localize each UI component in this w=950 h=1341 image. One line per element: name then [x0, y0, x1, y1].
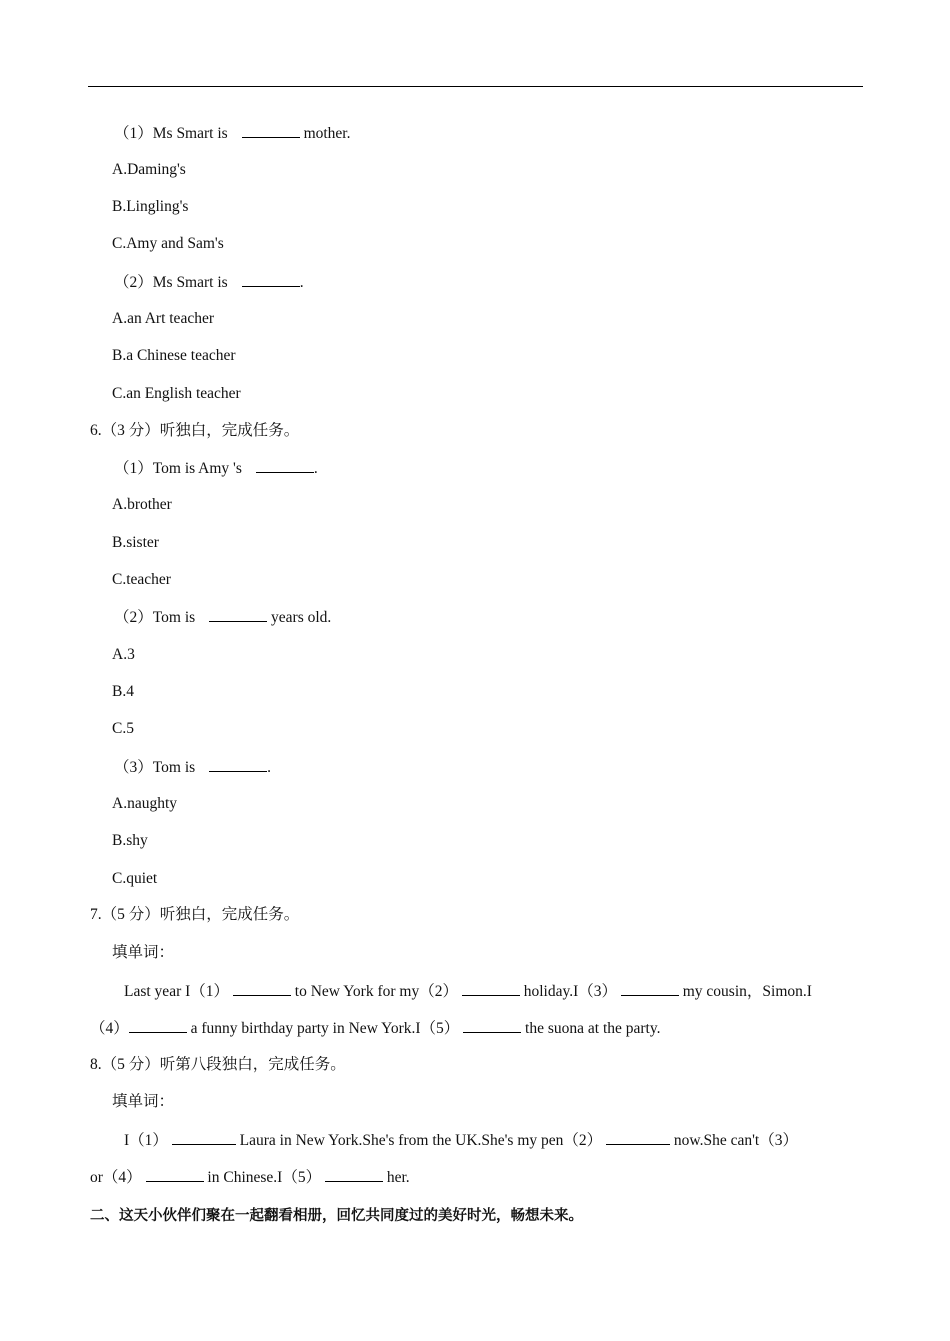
- q7-text: Last year I（1）: [124, 983, 230, 1000]
- q5-s1-option-c[interactable]: C.Amy and Sam's: [112, 235, 224, 252]
- q8-text: her.: [386, 1169, 410, 1186]
- q5-s2-option-c[interactable]: C.an English teacher: [112, 385, 241, 402]
- q5-s2-option-b[interactable]: B.a Chinese teacher: [112, 347, 236, 364]
- q8-task-label: 填单词：: [112, 1093, 175, 1110]
- q6-s3-prefix: （3）Tom is: [114, 759, 196, 776]
- q7-text: the suona at the party.: [525, 1020, 661, 1037]
- answer-blank[interactable]: [463, 1018, 521, 1033]
- answer-blank[interactable]: [172, 1130, 236, 1145]
- q7-text: holiday.I（3）: [523, 983, 617, 1000]
- q6-s3-option-b[interactable]: B.shy: [112, 832, 148, 849]
- q8-text: I（1）: [124, 1132, 168, 1149]
- q8-text: now.She can't（3）: [673, 1132, 798, 1149]
- section-2-heading: 二、这天小伙伴们聚在一起翻看相册，回忆共同度过的美好时光，畅想未来。: [90, 1208, 583, 1224]
- q6-s1-suffix: .: [313, 460, 318, 477]
- q6-s1-option-a[interactable]: A.brother: [112, 496, 172, 513]
- answer-blank[interactable]: [242, 123, 300, 138]
- q7-heading: 7.（5 分）听独白，完成任务。: [90, 906, 300, 923]
- header-rule: [88, 86, 863, 87]
- q6-s2-prefix: （2）Tom is: [114, 609, 196, 626]
- q6-s2-option-a[interactable]: A.3: [112, 646, 135, 663]
- q5-subquestion-1: [114, 123, 351, 144]
- q7-text: to New York for my（2）: [294, 983, 458, 1000]
- answer-blank[interactable]: [606, 1130, 670, 1145]
- q8-text: in Chinese.I（5）: [207, 1169, 322, 1186]
- q7-passage-line-1: [124, 981, 812, 1002]
- answer-blank[interactable]: [209, 607, 267, 622]
- q6-s3-option-a[interactable]: A.naughty: [112, 795, 178, 812]
- answer-blank[interactable]: [325, 1167, 383, 1182]
- q6-s2-option-c[interactable]: C.5: [112, 720, 134, 737]
- answer-blank[interactable]: [242, 272, 300, 287]
- q7-passage-line-2: [90, 1018, 660, 1039]
- q6-heading: 6.（3 分）听独白，完成任务。: [90, 422, 300, 439]
- q8-passage-line-1: [124, 1130, 798, 1151]
- q7-task-label: 填单词：: [112, 944, 175, 961]
- q5-s2-prefix: （2）Ms Smart is: [114, 274, 228, 291]
- answer-blank[interactable]: [462, 981, 520, 996]
- answer-blank[interactable]: [209, 757, 267, 772]
- q5-s1-option-b[interactable]: B.Lingling's: [112, 198, 189, 215]
- q5-subquestion-2: [114, 272, 304, 293]
- q8-text: Laura in New York.She's from the UK.She's my pen（2）: [239, 1132, 603, 1149]
- answer-blank[interactable]: [129, 1018, 187, 1033]
- q6-s2-option-b[interactable]: B.4: [112, 683, 134, 700]
- q5-s1-prefix: （1）Ms Smart is: [114, 125, 228, 142]
- q6-subquestion-2: [114, 607, 331, 628]
- q5-s1-suffix: mother.: [303, 125, 351, 142]
- q5-s2-suffix: .: [299, 274, 304, 291]
- answer-blank[interactable]: [233, 981, 291, 996]
- q6-subquestion-3: [114, 757, 271, 778]
- answer-blank[interactable]: [146, 1167, 204, 1182]
- q6-s3-suffix: .: [267, 759, 272, 776]
- q6-s3-option-c[interactable]: C.quiet: [112, 870, 158, 887]
- q7-text: （4）: [90, 1020, 129, 1037]
- q6-s1-option-c[interactable]: C.teacher: [112, 571, 171, 588]
- answer-blank[interactable]: [256, 458, 314, 473]
- q8-text: or（4）: [90, 1169, 142, 1186]
- q5-s1-option-a[interactable]: A.Daming's: [112, 161, 186, 178]
- q6-subquestion-1: [114, 458, 318, 479]
- q5-s2-option-a[interactable]: A.an Art teacher: [112, 310, 214, 327]
- q7-text: my cousin，Simon.I: [682, 983, 812, 1000]
- q6-s1-prefix: （1）Tom is Amy 's: [114, 460, 242, 477]
- answer-blank[interactable]: [621, 981, 679, 996]
- q6-s2-suffix: years old.: [271, 609, 332, 626]
- q6-s1-option-b[interactable]: B.sister: [112, 534, 159, 551]
- q7-text: a funny birthday party in New York.I（5）: [190, 1020, 460, 1037]
- q8-passage-line-2: [90, 1167, 410, 1188]
- q8-heading: 8.（5 分）听第八段独白，完成任务。: [90, 1056, 346, 1073]
